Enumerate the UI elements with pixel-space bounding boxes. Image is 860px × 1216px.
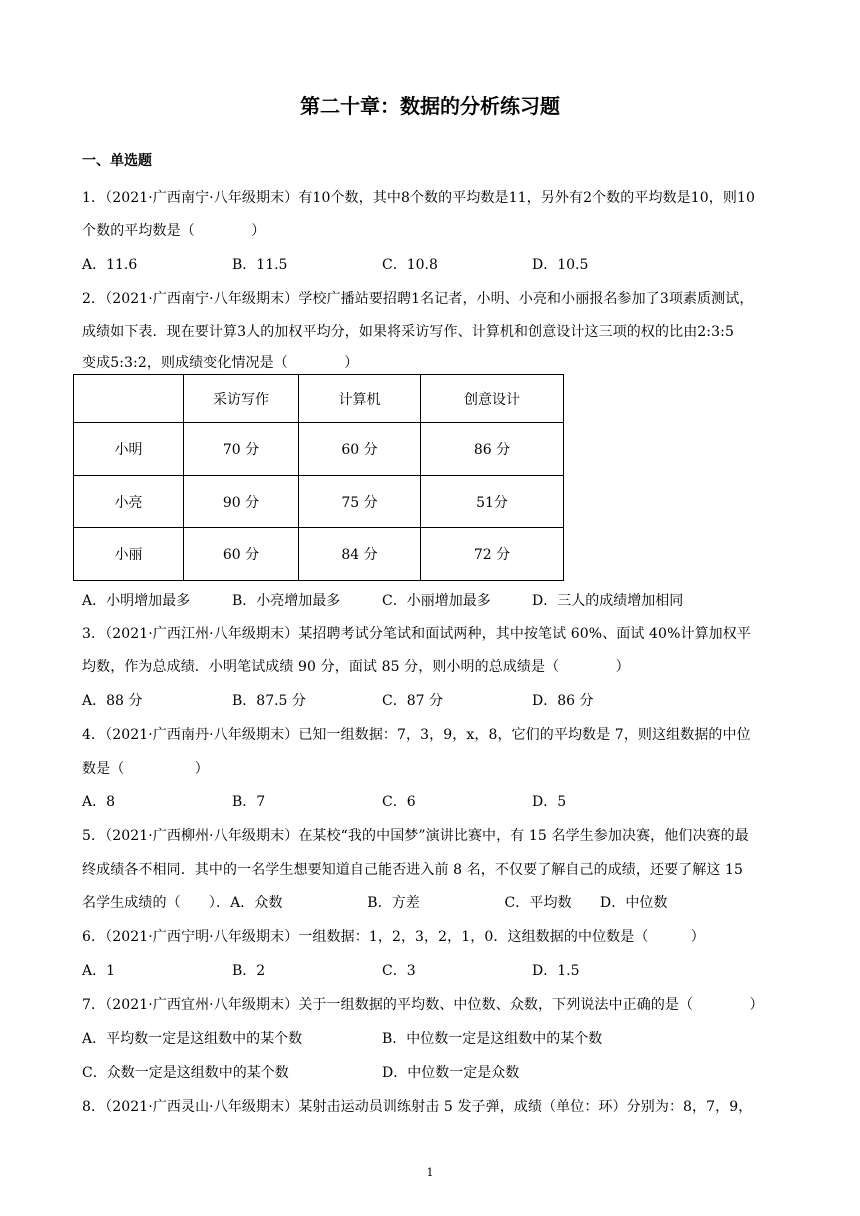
q1-line1: 1．（2021·广西南宁·八年级期末）有10个数，其中8个数的平均数是11，另外有2个数的平均数是10，则10	[82, 190, 756, 206]
q2-option-d: D．三人的成绩增加相同	[532, 593, 684, 609]
q7-option-a: A．平均数一定是这组数中的某个数	[82, 1031, 303, 1047]
q4-line1: 4．（2021·广西南丹·八年级期末）已知一组数据：7，3，9，x，8，它们的平均数是 7，则这组数据的中位	[82, 727, 751, 743]
q7-option-b: B．中位数一定是这组数中的某个数	[382, 1031, 603, 1047]
q2-option-a: A．小明增加最多	[82, 593, 191, 609]
table-cell: 75 分	[299, 476, 421, 528]
page-number: 1	[426, 1166, 434, 1179]
q4-option-a: A．8	[82, 794, 116, 810]
q7-line1: 7．（2021·广西宜州·八年级期末）关于一组数据的平均数、中位数、众数，下列说法中正确的是（ ）	[82, 997, 764, 1013]
table-header-cell: 采访写作	[184, 375, 299, 423]
table-row	[74, 423, 564, 476]
q2-option-c: C．小丽增加最多	[382, 593, 491, 609]
table-cell: 70 分	[184, 423, 299, 476]
table-cell: 小亮	[74, 476, 184, 528]
section-heading: 一、单选题	[82, 153, 152, 169]
q6-line1: 6．（2021·广西宁明·八年级期末）一组数据：1，2，3，2，1，0．这组数据的中位数是（ ）	[82, 929, 705, 945]
q4-line2: 数是（ ）	[82, 761, 209, 777]
q5-line2: 终成绩各不相同．其中的一名学生想要知道自己能否进入前 8 名，不仅要了解自己的成绩，还要了解这 15	[82, 862, 744, 878]
q4-option-d: D．5	[532, 794, 567, 810]
q3-option-c: C．87 分	[382, 693, 443, 709]
q1-line2: 个数的平均数是（ ）	[82, 223, 266, 239]
q3-line1: 3．（2021·广西江州·八年级期末）某招聘考试分笔试和面试两种，其中按笔试 60%、面试 40%计算加权平	[82, 626, 751, 642]
table-cell: 84 分	[299, 528, 421, 581]
table-header-row	[74, 375, 564, 423]
q1-option-d: D．10.5	[532, 257, 589, 273]
q1-option-a: A．11.6	[82, 257, 138, 273]
q7-option-c: C．众数一定是这组数中的某个数	[82, 1065, 289, 1081]
q4-option-c: C．6	[382, 794, 416, 810]
q2-line1: 2．（2021·广西南宁·八年级期末）学校广播站要招聘1名记者，小明、小亮和小丽报名参加了3项素质测试，	[82, 291, 754, 307]
table-cell: 小丽	[74, 528, 184, 581]
q4-option-b: B．7	[232, 794, 266, 810]
q5-line3: 名学生成绩的（ ）．A．众数 B．方差 C．平均数 D．中位数	[82, 895, 668, 911]
q3-option-a: A．88 分	[82, 693, 143, 709]
page-title: 第二十章：数据的分析练习题	[300, 94, 560, 118]
score-table	[73, 374, 564, 581]
q2-line2: 成绩如下表．现在要计算3人的加权平均分，如果将采访写作、计算机和创意设计这三项的权的比由2:3:5	[82, 324, 734, 340]
q7-option-d: D．中位数一定是众数	[382, 1065, 520, 1081]
table-row	[74, 476, 564, 528]
table-cell: 51分	[421, 476, 564, 528]
q2-option-b: B．小亮增加最多	[232, 593, 341, 609]
table-cell: 小明	[74, 423, 184, 476]
table-header-cell	[74, 375, 184, 423]
q5-line1: 5．（2021·广西柳州·八年级期末）在某校“我的中国梦”演讲比赛中，有 15 名学生参加决赛，他们决赛的最	[82, 828, 749, 844]
q1-option-b: B．11.5	[232, 257, 288, 273]
table-cell: 72 分	[421, 528, 564, 581]
q1-option-c: C．10.8	[382, 257, 438, 273]
table-header-cell: 计算机	[299, 375, 421, 423]
q3-option-d: D．86 分	[532, 693, 594, 709]
table-cell: 86 分	[421, 423, 564, 476]
table-cell: 60 分	[184, 528, 299, 581]
q6-option-a: A．1	[82, 963, 116, 979]
table-row	[74, 528, 564, 581]
q8-line1: 8．（2021·广西灵山·八年级期末）某射击运动员训练射击 5 发子弹，成绩（单位：环）分别为：8，7，9，	[82, 1099, 753, 1115]
q3-line2: 均数，作为总成绩．小明笔试成绩 90 分，面试 85 分，则小明的总成绩是（ ）	[82, 659, 630, 675]
q6-option-c: C．3	[382, 963, 416, 979]
q6-option-d: D．1.5	[532, 963, 580, 979]
table-cell: 60 分	[299, 423, 421, 476]
q3-option-b: B．87.5 分	[232, 693, 306, 709]
q2-line3: 变成5:3:2，则成绩变化情况是（ ）	[82, 355, 359, 371]
table-cell: 90 分	[184, 476, 299, 528]
q6-option-b: B．2	[232, 963, 266, 979]
table-header-cell: 创意设计	[421, 375, 564, 423]
